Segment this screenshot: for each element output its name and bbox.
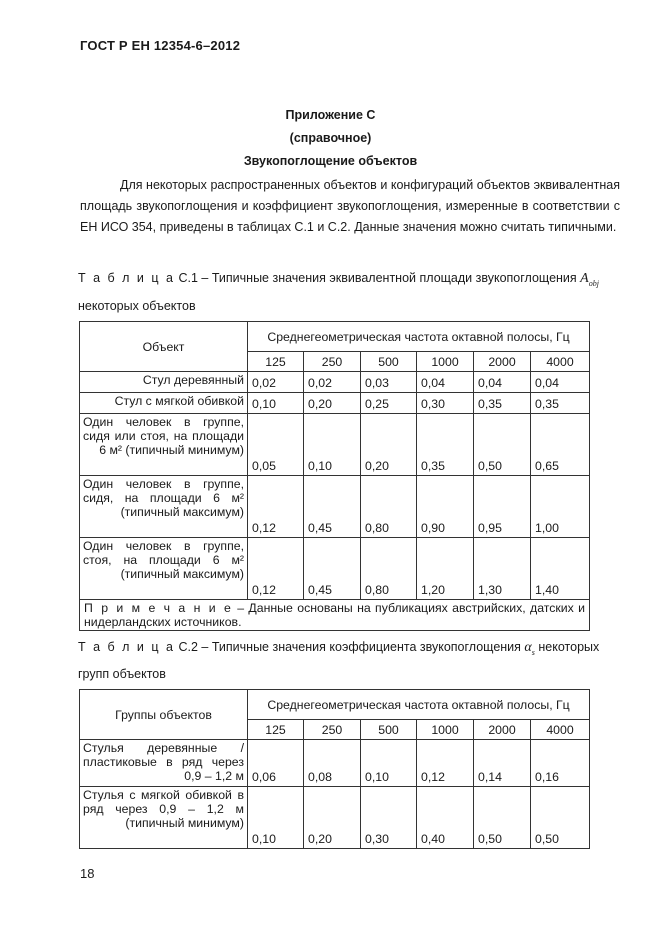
table1-note-label: П р и м е ч а н и е (84, 601, 233, 615)
cell: 0,35 (417, 414, 474, 476)
table-c2 (79, 689, 590, 849)
table2-freq-4000: 4000 (531, 720, 590, 740)
cell: 0,35 (474, 393, 531, 414)
table2-freq-500: 500 (361, 720, 417, 740)
table2-freq-125: 125 (248, 720, 304, 740)
table-row (80, 787, 590, 849)
row-label: Один человек в группе, сидя или стоя, на площади 6 м² (типичный минимум) (80, 414, 248, 476)
table1-freq-500: 500 (361, 352, 417, 372)
table1-caption-symbol: $A_{obj}$ (580, 271, 599, 288)
table2-caption-tail: некоторых (538, 640, 600, 654)
cell: 0,95 (474, 476, 531, 538)
cell: 1,30 (474, 538, 531, 600)
cell: 0,10 (248, 393, 304, 414)
cell: 0,12 (248, 476, 304, 538)
cell: 0,20 (304, 393, 361, 414)
cell: 0,16 (531, 740, 590, 787)
cell: 0,02 (304, 372, 361, 393)
table1-caption-prefix: Т а б л и ц а (78, 271, 175, 285)
table-row (80, 393, 590, 414)
row-label: Один человек в группе, сидя, на площади 6 м² (типичный максимум) (80, 476, 248, 538)
cell: 0,45 (304, 476, 361, 538)
cell: 0,04 (417, 372, 474, 393)
cell: 0,30 (417, 393, 474, 414)
row-label: Стул деревянный (80, 372, 248, 393)
table1-caption (78, 271, 623, 291)
cell: 0,65 (531, 414, 590, 476)
table2-caption-number: С.2 (178, 640, 198, 654)
cell: 0,02 (248, 372, 304, 393)
cell: 1,40 (531, 538, 590, 600)
cell: 0,04 (474, 372, 531, 393)
row-label: Стулья с мягкой обивкой в ряд через 0,9 – 1,2 м (типичный минимум) (80, 787, 248, 849)
table1-freq-1000: 1000 (417, 352, 474, 372)
cell: 0,10 (361, 740, 417, 787)
cell: 0,80 (361, 538, 417, 600)
cell: 0,08 (304, 740, 361, 787)
cell: 0,25 (361, 393, 417, 414)
cell: 0,14 (474, 740, 531, 787)
table2-caption-prefix: Т а б л и ц а (78, 640, 175, 654)
cell: 0,35 (531, 393, 590, 414)
table1-header-frequency: Среднегеометрическая частота октавной полосы, Гц (248, 322, 590, 352)
table-row (80, 372, 590, 393)
table1-header-object: Объект (80, 322, 248, 372)
table1-freq-125: 125 (248, 352, 304, 372)
appendix-type: (справочное) (289, 131, 372, 145)
cell: 0,50 (474, 414, 531, 476)
cell: 0,80 (361, 476, 417, 538)
cell: 0,10 (304, 414, 361, 476)
table1-freq-4000: 4000 (531, 352, 590, 372)
table2-freq-250: 250 (304, 720, 361, 740)
table2-caption-symbol: $\alpha_s$ (524, 640, 535, 657)
cell: 1,00 (531, 476, 590, 538)
document-id: ГОСТ Р ЕН 12354-6–2012 (80, 38, 241, 53)
cell: 0,05 (248, 414, 304, 476)
cell: 0,90 (417, 476, 474, 538)
page-number: 18 (80, 866, 95, 881)
table1-caption-number: С.1 (178, 271, 198, 285)
table-row (80, 414, 590, 476)
table2-header-frequency: Среднегеометрическая частота октавной полосы, Гц (248, 690, 590, 720)
cell: 0,10 (248, 787, 304, 849)
cell: 0,20 (361, 414, 417, 476)
cell: 1,20 (417, 538, 474, 600)
cell: 0,20 (304, 787, 361, 849)
table2-freq-1000: 1000 (417, 720, 474, 740)
table-row (80, 740, 590, 787)
intro-paragraph (80, 175, 620, 238)
table1-caption-line2: некоторых объектов (78, 299, 196, 313)
cell: 0,12 (417, 740, 474, 787)
row-label: Один человек в группе, стоя, на площади 6 м² (типичный максимум) (80, 538, 248, 600)
cell: 0,50 (474, 787, 531, 849)
cell: 0,30 (361, 787, 417, 849)
row-label: Стул с мягкой обивкой (80, 393, 248, 414)
cell: 0,50 (531, 787, 590, 849)
table2-caption-text: – Типичные значения коэффициента звукопоглощения (201, 640, 521, 654)
appendix-title: Приложение С (285, 108, 376, 122)
table-c1 (79, 321, 590, 631)
cell: 0,12 (248, 538, 304, 600)
table2-caption (78, 640, 623, 660)
appendix-heading: Звукопоглощение объектов (243, 154, 418, 168)
table-row (80, 538, 590, 600)
cell: 0,04 (531, 372, 590, 393)
table1-freq-2000: 2000 (474, 352, 531, 372)
table2-caption-line2: групп объектов (78, 667, 166, 681)
table1-note-text: – Данные основаны на публикациях австрийских, датских и нидерландских источников. (84, 601, 586, 629)
table1-freq-250: 250 (304, 352, 361, 372)
table1-note (80, 600, 590, 631)
table2-freq-2000: 2000 (474, 720, 531, 740)
table-row (80, 476, 590, 538)
cell: 0,06 (248, 740, 304, 787)
table1-caption-text: – Типичные значения эквивалентной площади звукопоглощения (201, 271, 577, 285)
table2-header-object: Группы объектов (80, 690, 248, 740)
cell: 0,40 (417, 787, 474, 849)
cell: 0,03 (361, 372, 417, 393)
cell: 0,45 (304, 538, 361, 600)
row-label: Стулья деревянные /пластиковые в ряд через 0,9 – 1,2 м (80, 740, 248, 787)
intro-text: Для некоторых распространенных объектов и конфигураций объектов эквивалентная площадь звукопоглощения и коэффициент звукопоглощения, измеренные в соответствии с ЕН ИСО 354, приведены в таблицах С.1 и С.2. Данные значения можно считать типичными. (80, 178, 620, 234)
